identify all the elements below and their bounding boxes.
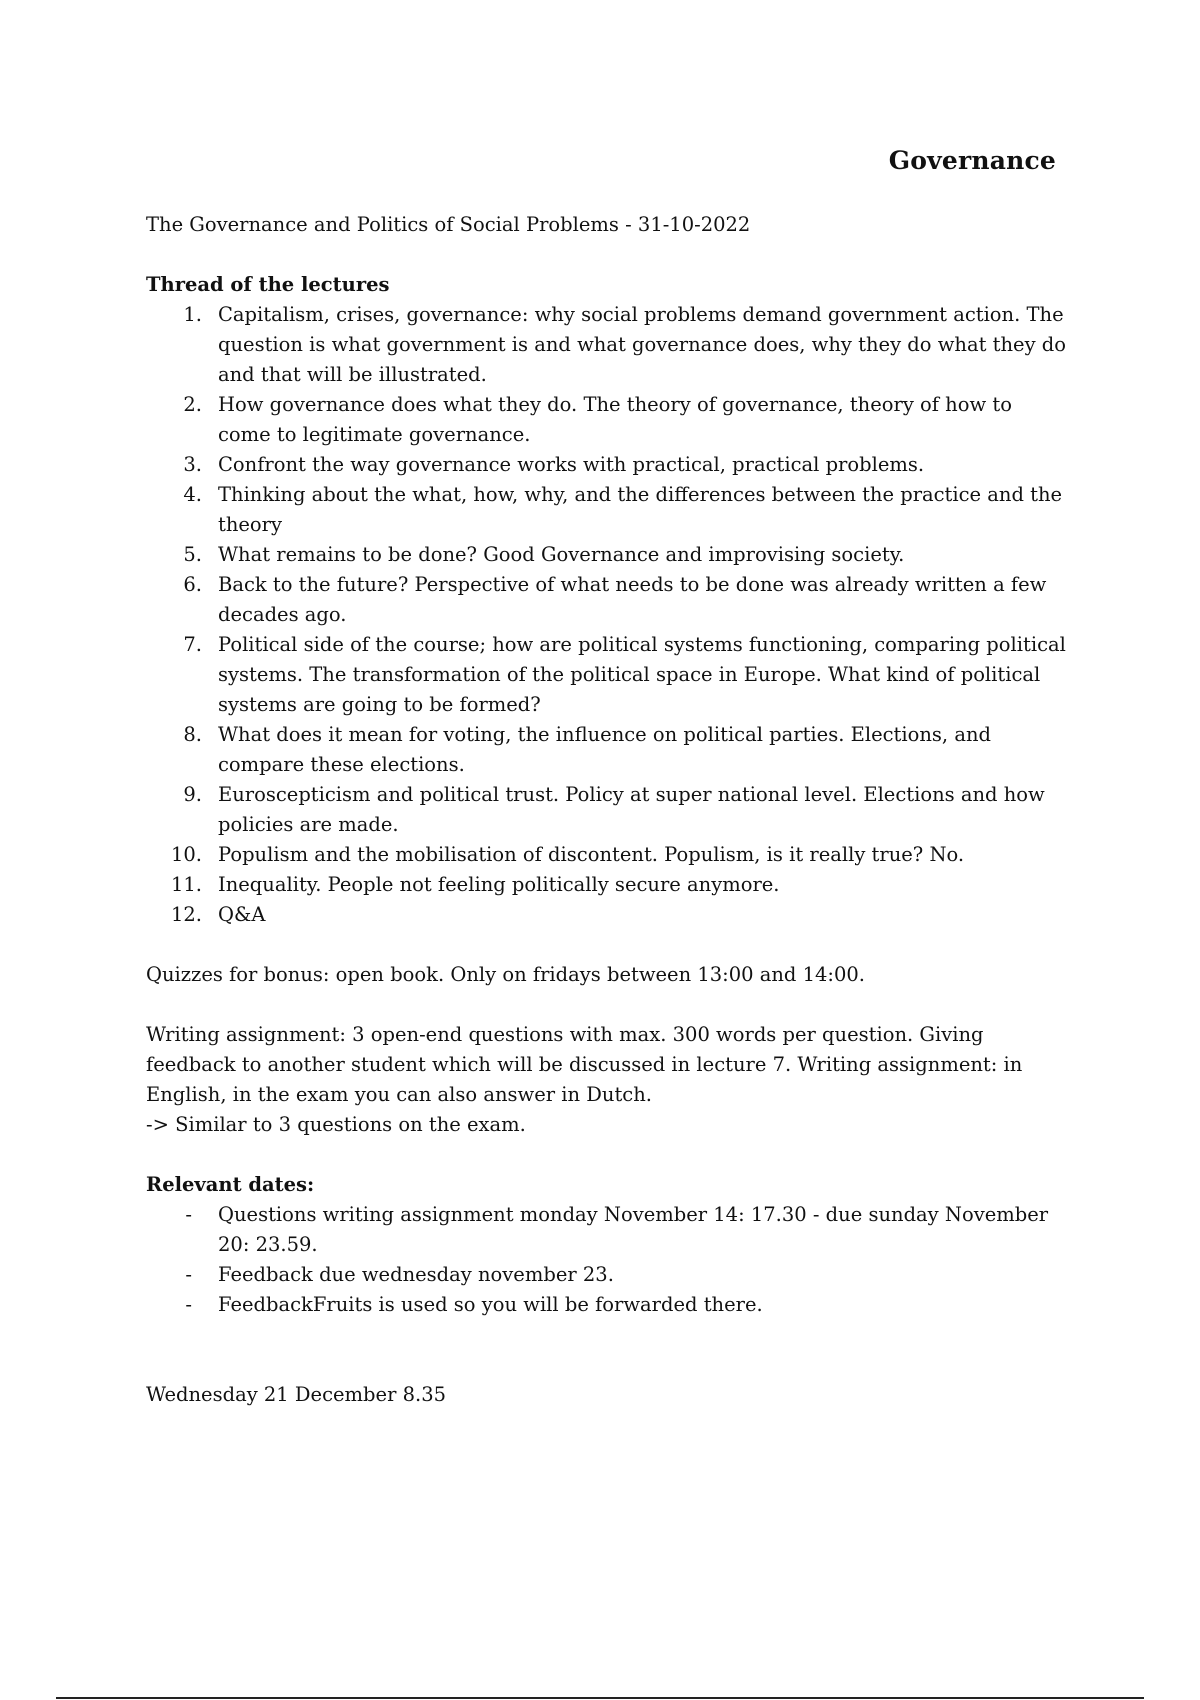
lecture-text: Thinking about the what, how, why, and the differences between the practice and the theory (218, 483, 1063, 536)
quizzes-paragraph: Quizzes for bonus: open book. Only on fridays between 13:00 and 14:00. (146, 963, 866, 986)
date-item (146, 1200, 1066, 1260)
date-item (146, 1290, 1066, 1320)
lecture-text: Q&A (218, 903, 266, 926)
date-item (146, 1260, 1066, 1290)
lecture-item (146, 840, 1066, 870)
lecture-item (146, 450, 1066, 480)
spacer (146, 930, 1066, 960)
date-text: FeedbackFruits is used so you will be forwarded there. (218, 1293, 763, 1316)
document-body (146, 210, 1066, 1410)
lecture-number: 5. (183, 543, 202, 566)
lecture-text: Political side of the course; how are political systems functioning, comparing political systems. The transformation of the political space in Europe. What kind of political systems are going to be formed? (218, 633, 1066, 716)
lecture-text: What remains to be done? Good Governance and improvising society. (218, 543, 905, 566)
page-bottom-divider (56, 1697, 1144, 1699)
lecture-number: 9. (183, 783, 202, 806)
lecture-item (146, 900, 1066, 930)
writing-assignment-note: -> Similar to 3 questions on the exam. (146, 1113, 526, 1136)
lecture-number: 11. (170, 873, 202, 896)
lecture-number: 4. (183, 483, 202, 506)
lecture-number: 1. (183, 303, 202, 326)
spacer (146, 1320, 1066, 1380)
lecture-number: 10. (170, 843, 202, 866)
thread-heading: Thread of the lectures (146, 273, 390, 296)
lecture-text: Euroscepticism and political trust. Policy at super national level. Elections and how policies are made. (218, 783, 1045, 836)
dash-bullet: - (185, 1263, 192, 1286)
lecture-item (146, 540, 1066, 570)
document-subtitle: The Governance and Politics of Social Problems - 31-10-2022 (146, 213, 751, 236)
lecture-number: 7. (183, 633, 202, 656)
date-text: Feedback due wednesday november 23. (218, 1263, 614, 1286)
lecture-item (146, 630, 1066, 720)
lecture-text: What does it mean for voting, the influence on political parties. Elections, and compare these elections. (218, 723, 991, 776)
dash-bullet: - (185, 1203, 192, 1226)
lecture-item (146, 480, 1066, 540)
lecture-item (146, 780, 1066, 840)
lecture-item (146, 720, 1066, 780)
document-title: Governance (888, 146, 1056, 175)
lecture-list (146, 300, 1066, 930)
lecture-number: 6. (183, 573, 202, 596)
lecture-number: 12. (170, 903, 202, 926)
lecture-item (146, 300, 1066, 390)
date-text: Questions writing assignment monday November 14: 17.30 - due sunday November 20: 23.59. (218, 1203, 1049, 1256)
exam-date: Wednesday 21 December 8.35 (146, 1383, 447, 1406)
dash-bullet: - (185, 1293, 192, 1316)
lecture-number: 8. (183, 723, 202, 746)
writing-assignment-paragraph: Writing assignment: 3 open-end questions with max. 300 words per question. Giving feedback to another student which will be discussed in lecture 7. Writing assignment: in English, in the exam you can also answer in Dutch. (146, 1023, 1023, 1106)
lecture-number: 2. (183, 393, 202, 416)
spacer (146, 990, 1066, 1020)
lecture-item (146, 870, 1066, 900)
lecture-text: Back to the future? Perspective of what needs to be done was already written a few decades ago. (218, 573, 1047, 626)
lecture-text: How governance does what they do. The theory of governance, theory of how to come to legitimate governance. (218, 393, 1012, 446)
lecture-item (146, 570, 1066, 630)
relevant-dates-heading: Relevant dates: (146, 1173, 315, 1196)
lecture-text: Inequality. People not feeling politically secure anymore. (218, 873, 780, 896)
lecture-text: Populism and the mobilisation of discontent. Populism, is it really true? No. (218, 843, 965, 866)
spacer (146, 1140, 1066, 1170)
relevant-dates-list (146, 1200, 1066, 1320)
lecture-text: Capitalism, crises, governance: why social problems demand government action. The question is what government is and what governance does, why they do what they do and that will be illustrated. (218, 303, 1067, 386)
lecture-text: Confront the way governance works with practical, practical problems. (218, 453, 925, 476)
lecture-item (146, 390, 1066, 450)
lecture-number: 3. (183, 453, 202, 476)
